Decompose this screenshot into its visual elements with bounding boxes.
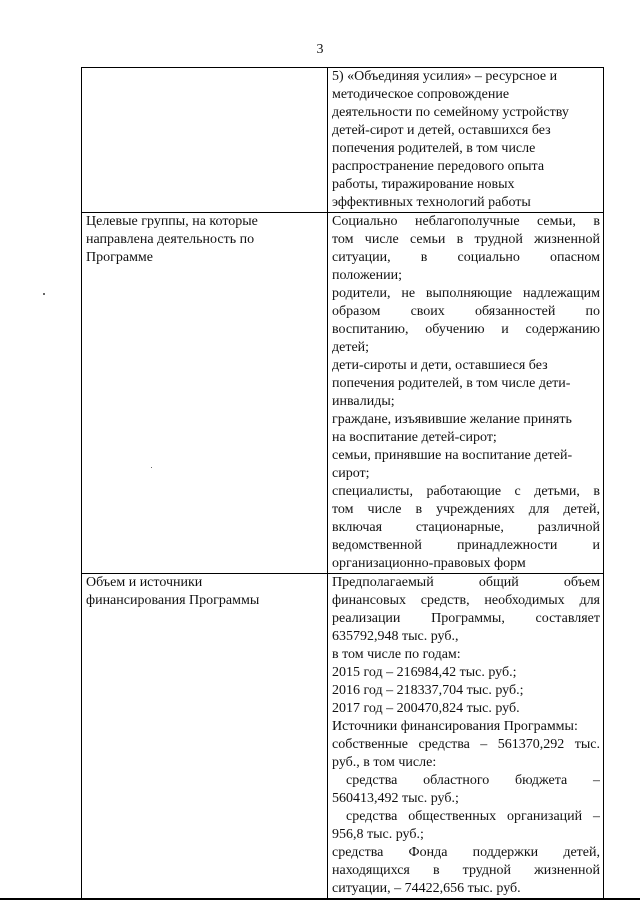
content-line: методическое сопровождение bbox=[332, 87, 510, 102]
passport-table bbox=[81, 67, 604, 899]
content-line: граждане, изъявившие желание принять bbox=[332, 412, 572, 427]
table-row bbox=[82, 574, 604, 899]
row-content-cell bbox=[328, 574, 604, 899]
content-line: положении; bbox=[332, 268, 403, 283]
content-line: эффективных технологий работы bbox=[332, 195, 531, 210]
content-line: образом своих обязанностей по bbox=[332, 304, 600, 319]
content-line: дети-сироты и дети, оставшиеся без bbox=[332, 358, 548, 373]
content-line: 2015 год – 216984,42 тыс. руб.; bbox=[332, 665, 517, 680]
content-line: финансовых средств, необходимых для bbox=[332, 593, 600, 608]
row-label-line: Целевые группы, на которые bbox=[86, 214, 258, 229]
content-line: семьи, принявшие на воспитание детей- bbox=[332, 448, 573, 463]
content-line: попечения родителей, в том числе bbox=[332, 141, 536, 156]
content-line: 956,8 тыс. руб.; bbox=[332, 827, 424, 842]
content-line: ситуации, – 74422,656 тыс. руб. bbox=[332, 881, 521, 896]
content-line: ситуации, в социально опасном bbox=[332, 250, 600, 265]
page-bottom-rule bbox=[0, 898, 640, 900]
content-line: родители, не выполняющие надлежащим bbox=[332, 286, 600, 301]
content-line: собственные средства – 561370,292 тыс. bbox=[332, 737, 600, 752]
content-line: Предполагаемый общий объем bbox=[332, 575, 600, 590]
content-line: детей-сирот и детей, оставшихся без bbox=[332, 123, 551, 138]
content-line: 2017 год – 200470,824 тыс. руб. bbox=[332, 701, 520, 716]
content-line: реализации Программы, составляет bbox=[332, 611, 600, 626]
content-line: Социально неблагополучные семьи, в bbox=[332, 214, 600, 229]
scan-speck bbox=[151, 467, 152, 468]
scan-speck bbox=[43, 293, 45, 295]
table-row bbox=[82, 68, 604, 213]
content-line: воспитанию, обучению и содержанию bbox=[332, 322, 600, 337]
content-line: находящихся в трудной жизненной bbox=[332, 863, 600, 878]
content-line: 560413,492 тыс. руб.; bbox=[332, 791, 459, 806]
content-line: том числе в учреждениях для детей, bbox=[332, 502, 600, 517]
content-line: деятельности по семейному устройству bbox=[332, 105, 569, 120]
row-label-line: финансирования Программы bbox=[86, 593, 260, 608]
table-row bbox=[82, 213, 604, 574]
content-line: руб., в том числе: bbox=[332, 755, 437, 770]
row-label-cell bbox=[82, 213, 328, 574]
content-line: 2016 год – 218337,704 тыс. руб.; bbox=[332, 683, 524, 698]
row-label-cell bbox=[82, 68, 328, 213]
content-line: 635792,948 тыс. руб., bbox=[332, 629, 459, 644]
row-content-cell bbox=[328, 68, 604, 213]
row-label-line: Объем и источники bbox=[86, 575, 203, 590]
content-line: средства Фонда поддержки детей, bbox=[332, 845, 600, 860]
content-line: на воспитание детей-сирот; bbox=[332, 430, 497, 445]
content-line: том числе семьи в трудной жизненной bbox=[332, 232, 600, 247]
row-label-line: направлена деятельность по bbox=[86, 232, 255, 247]
content-line: в том числе по годам: bbox=[332, 647, 461, 662]
content-line: попечения родителей, в том числе дети- bbox=[332, 376, 571, 391]
content-line: 5) «Объединяя усилия» – ресурсное и bbox=[332, 69, 558, 84]
row-label-line: Программе bbox=[86, 250, 153, 265]
row-content-cell bbox=[328, 213, 604, 574]
content-line: сирот; bbox=[332, 466, 370, 481]
content-line: Источники финансирования Программы: bbox=[332, 719, 578, 734]
content-line: специалисты, работающие с детьми, в bbox=[332, 484, 600, 499]
content-line: организационно-правовых форм bbox=[332, 556, 526, 571]
row-label-cell bbox=[82, 574, 328, 899]
page-number: 3 bbox=[316, 42, 324, 57]
content-line: детей; bbox=[332, 340, 370, 355]
content-line: включая стационарные, различной bbox=[332, 520, 600, 535]
content-line: средства общественных организаций – bbox=[346, 809, 600, 824]
content-line: инвалиды; bbox=[332, 394, 395, 409]
content-line: распространение передового опыта bbox=[332, 159, 545, 174]
content-line: ведомственной принадлежности и bbox=[332, 538, 600, 553]
content-line: работы, тиражирование новых bbox=[332, 177, 515, 192]
content-line: средства областного бюджета – bbox=[346, 773, 600, 788]
